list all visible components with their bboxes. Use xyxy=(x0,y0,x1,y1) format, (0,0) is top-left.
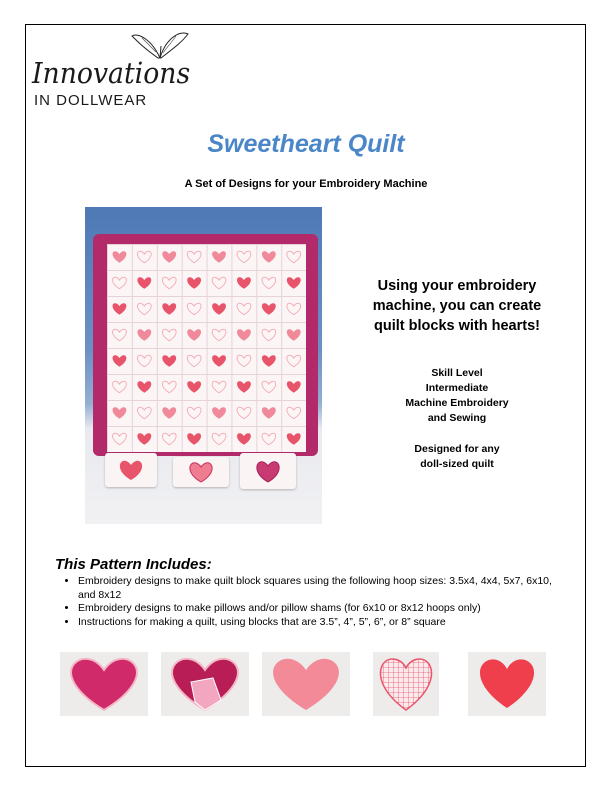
quilt-heart xyxy=(287,277,301,288)
quilt-heart xyxy=(162,329,176,340)
headline-line-1: Using your embroidery xyxy=(377,278,537,294)
quilt-heart xyxy=(113,251,127,262)
quilt-heart xyxy=(212,381,226,392)
quilt-heart xyxy=(212,329,226,340)
logo-subtitle: IN DOLLWEAR xyxy=(34,92,148,109)
pillow-left xyxy=(105,453,157,487)
quilt-heart xyxy=(237,303,251,314)
quilt-heart xyxy=(237,407,251,418)
quilt-heart xyxy=(262,407,276,418)
heart-sample-5 xyxy=(468,652,546,716)
quilt-heart xyxy=(212,277,226,288)
quilt-heart xyxy=(137,355,151,366)
quilt-heart xyxy=(113,355,127,366)
quilt-heart xyxy=(137,329,151,340)
quilt-heart xyxy=(287,251,301,262)
list-item: • Embroidery designs to make quilt block squares using the following hoop sizes: 3.5x4, 4x4, 5x7, 6x10, and 8x12 xyxy=(78,575,558,602)
designed-for xyxy=(362,442,552,472)
quilt xyxy=(93,234,318,456)
quilt-heart xyxy=(262,251,276,262)
list-item: • Instructions for making a quilt, using blocks that are 3.5”, 4”, 5”, 6”, or 8” square xyxy=(78,616,558,630)
headline xyxy=(362,276,552,336)
quilt-heart xyxy=(113,381,127,392)
quilt-heart xyxy=(137,381,151,392)
quilt-heart xyxy=(162,303,176,314)
quilt-heart xyxy=(113,433,127,444)
skill-type: Machine Embroidery xyxy=(405,397,509,409)
skill-type-2: and Sewing xyxy=(427,412,487,424)
quilt-heart xyxy=(162,355,176,366)
headline-line-3: quilt blocks with hearts! xyxy=(374,318,540,334)
quilt-heart xyxy=(187,251,201,262)
quilt-heart xyxy=(113,407,127,418)
quilt-heart xyxy=(162,381,176,392)
quilt-heart xyxy=(287,303,301,314)
quilt-heart xyxy=(287,381,301,392)
pillow-right xyxy=(240,453,296,489)
headline-line-2: machine, you can create xyxy=(372,298,542,314)
quilt-heart xyxy=(237,355,251,366)
skill-level xyxy=(362,366,552,426)
heart-sample-4 xyxy=(373,652,439,716)
quilt-blocks xyxy=(107,244,306,452)
pillow-middle xyxy=(173,457,229,487)
quilt-heart xyxy=(162,277,176,288)
heart-sample-3 xyxy=(262,652,350,716)
page-title: Sweetheart Quilt xyxy=(207,130,405,158)
quilt-heart xyxy=(262,355,276,366)
quilt-heart xyxy=(212,303,226,314)
quilt-heart xyxy=(212,433,226,444)
quilt-heart xyxy=(187,381,201,392)
skill-value: Intermediate xyxy=(425,382,489,394)
designed-line-2: doll-sized quilt xyxy=(420,458,494,470)
quilt-heart xyxy=(237,251,251,262)
heart-sample-1 xyxy=(60,652,148,716)
logo xyxy=(30,28,190,112)
quilt-heart xyxy=(287,407,301,418)
quilt-heart xyxy=(137,433,151,444)
quilt-heart xyxy=(187,329,201,340)
quilt-heart xyxy=(262,433,276,444)
quilt-photo xyxy=(85,207,322,524)
quilt-heart xyxy=(162,407,176,418)
quilt-heart xyxy=(137,303,151,314)
quilt-heart xyxy=(287,355,301,366)
quilt-heart xyxy=(113,277,127,288)
quilt-heart xyxy=(137,407,151,418)
includes-title: This Pattern Includes: xyxy=(55,556,212,573)
logo-script: Innovations xyxy=(32,56,191,90)
quilt-heart xyxy=(187,303,201,314)
quilt-heart xyxy=(212,355,226,366)
quilt-heart xyxy=(162,251,176,262)
list-item: • Embroidery designs to make pillows and/or pillow shams (for 6x10 or 8x12 hoops only) xyxy=(78,602,558,616)
quilt-heart xyxy=(262,329,276,340)
quilt-heart xyxy=(137,277,151,288)
quilt-heart xyxy=(287,329,301,340)
quilt-heart xyxy=(262,277,276,288)
quilt-heart xyxy=(262,381,276,392)
quilt-heart xyxy=(162,433,176,444)
quilt-heart xyxy=(137,251,151,262)
quilt-heart xyxy=(237,433,251,444)
includes-list xyxy=(60,575,558,629)
page-subtitle: A Set of Designs for your Embroidery Machine xyxy=(184,178,428,190)
quilt-heart xyxy=(262,303,276,314)
quilt-heart xyxy=(287,433,301,444)
quilt-heart xyxy=(187,433,201,444)
quilt-heart xyxy=(212,251,226,262)
quilt-heart xyxy=(187,407,201,418)
quilt-heart xyxy=(237,277,251,288)
quilt-heart xyxy=(113,329,127,340)
quilt-heart xyxy=(212,407,226,418)
skill-label: Skill Level xyxy=(431,367,483,379)
heart-sample-2 xyxy=(161,652,249,716)
quilt-heart xyxy=(237,381,251,392)
quilt-heart xyxy=(187,277,201,288)
quilt-hearts xyxy=(107,244,306,452)
quilt-heart xyxy=(187,355,201,366)
quilt-heart xyxy=(113,303,127,314)
designed-line-1: Designed for any xyxy=(414,443,500,455)
quilt-heart xyxy=(237,329,251,340)
